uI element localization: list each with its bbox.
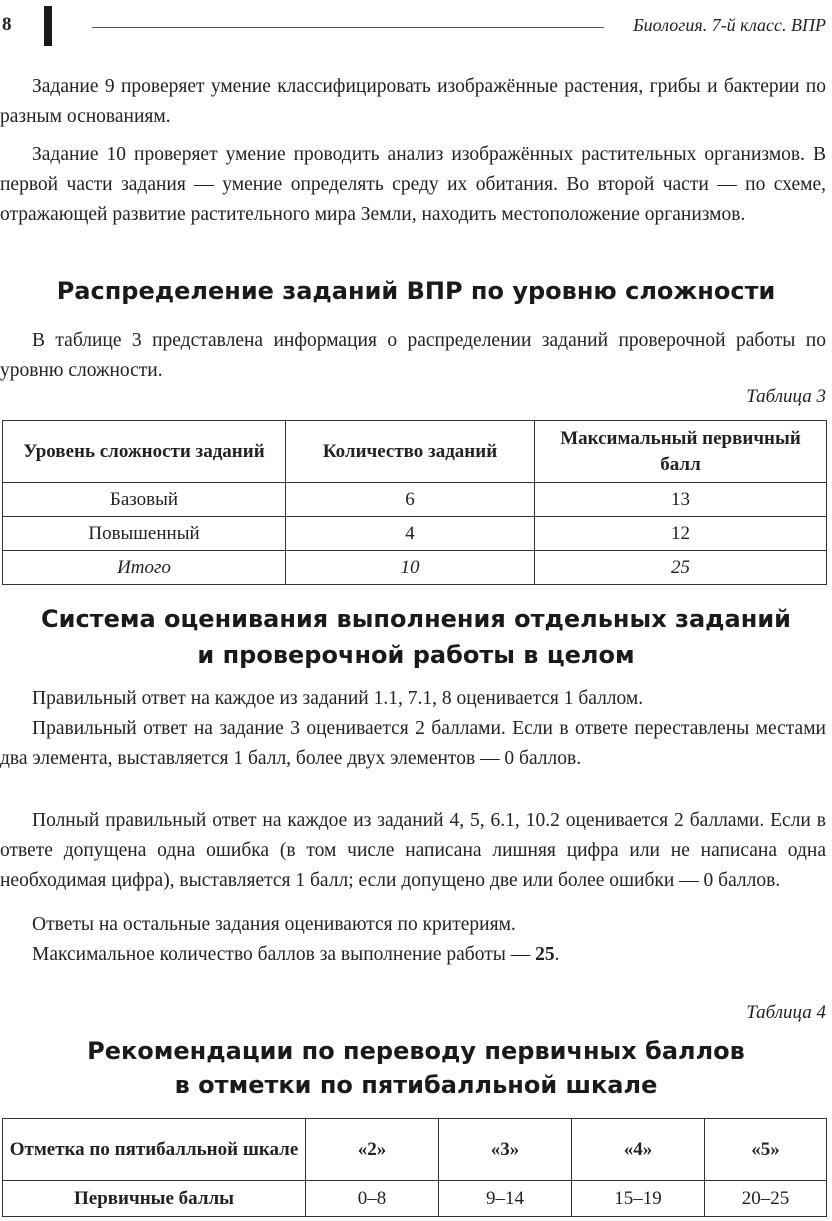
table4-range: 0–8 — [306, 1181, 439, 1217]
paragraph-task10: Задание 10 проверяет умение проводить анализ изображённых растительных организмов. В первой части задания — умение определять среду их обитания. Во второй части — по схеме, отражающей развитие растительного мира Земли, находить местоположение организмов. — [0, 144, 826, 225]
section-title-scoring-line1: Система оценивания выполнения отдельных заданий — [41, 605, 791, 633]
table-row — [3, 517, 827, 551]
table4-header-label: Отметка по пятибалльной шкале — [3, 1119, 306, 1181]
table3-header-level: Уровень сложности заданий — [3, 421, 286, 483]
table3-header-row — [3, 421, 827, 483]
table4-header-row — [3, 1119, 827, 1181]
table4-title-line1: Рекомендации по переводу первичных баллов — [87, 1037, 745, 1065]
table3-cell: 12 — [535, 517, 827, 551]
table4-row-label: Первичные баллы — [3, 1181, 306, 1217]
table4-range: 20–25 — [705, 1181, 827, 1217]
paragraph-scoring-2: Правильный ответ на задание 3 оценивается 2 баллами. Если в ответе переставлены местами два элемента, выставляется 1 балл, более двух элементов — 0 баллов. — [0, 718, 826, 769]
table3-cell: 13 — [535, 483, 827, 517]
paragraph-scoring-4: Ответы на остальные задания оцениваются по критериям. — [32, 914, 516, 935]
paragraph-task9: Задание 9 проверяет умение классифицировать изображённые растения, грибы и бактерии по разным основаниям. — [0, 76, 826, 127]
table4-caption: Таблица 4 — [746, 1002, 826, 1023]
table3-header-count: Количество заданий — [286, 421, 535, 483]
table4-title-line2: в отметки по пятибалльной шкале — [174, 1071, 658, 1099]
table3 — [2, 420, 827, 585]
table3-cell: 6 — [286, 483, 535, 517]
table3-header-max: Максимальный первичный балл — [535, 421, 827, 483]
table4-grade: «5» — [705, 1119, 827, 1181]
paragraph-max-score — [0, 940, 826, 970]
paragraph-scoring-3: Полный правильный ответ на каждое из заданий 4, 5, 6.1, 10.2 оценивается 2 баллами. Если в ответе допущена одна ошибка (в том числе написана лишняя цифра или не написана одна необходимая цифра), выставляется 1 балл; если допущено две или более ошибки — 0 баллов. — [0, 810, 826, 891]
table-row — [3, 483, 827, 517]
running-title: Биология. 7-й класс. ВПР — [633, 15, 826, 35]
table3-cell: 4 — [286, 517, 535, 551]
page-number: 8 — [2, 14, 12, 35]
table3-total-row — [3, 551, 827, 585]
header-bar — [44, 6, 52, 46]
table3-total-label: Итого — [3, 551, 286, 585]
table4-range: 9–14 — [439, 1181, 572, 1217]
table3-caption: Таблица 3 — [746, 386, 826, 407]
max-score-end: . — [554, 944, 560, 965]
section-title-distribution: Распределение заданий ВПР по уровню сложности — [56, 277, 776, 305]
table3-cell: Базовый — [3, 483, 286, 517]
header-rule — [92, 27, 604, 28]
page-header — [0, 0, 832, 50]
table4-grade: «2» — [306, 1119, 439, 1181]
paragraph-scoring-1: Правильный ответ на каждое из заданий 1.1, 7.1, 8 оценивается 1 баллом. — [32, 688, 644, 709]
max-score-text: Максимальное количество баллов за выполнение работы — — [32, 944, 536, 965]
table3-cell: Повышенный — [3, 517, 286, 551]
table-row — [3, 1181, 827, 1217]
table4-grade: «4» — [572, 1119, 705, 1181]
section-title-scoring-line2: и проверочной работы в целом — [197, 641, 635, 669]
table4 — [2, 1118, 827, 1217]
table3-total-count: 10 — [286, 551, 535, 585]
table3-total-max: 25 — [535, 551, 827, 585]
table4-grade: «3» — [439, 1119, 572, 1181]
max-score-value: 25 — [535, 944, 555, 965]
table4-range: 15–19 — [572, 1181, 705, 1217]
paragraph-table3-intro: В таблице 3 представлена информация о распределении заданий проверочной работы по уровню сложности. — [0, 330, 826, 381]
